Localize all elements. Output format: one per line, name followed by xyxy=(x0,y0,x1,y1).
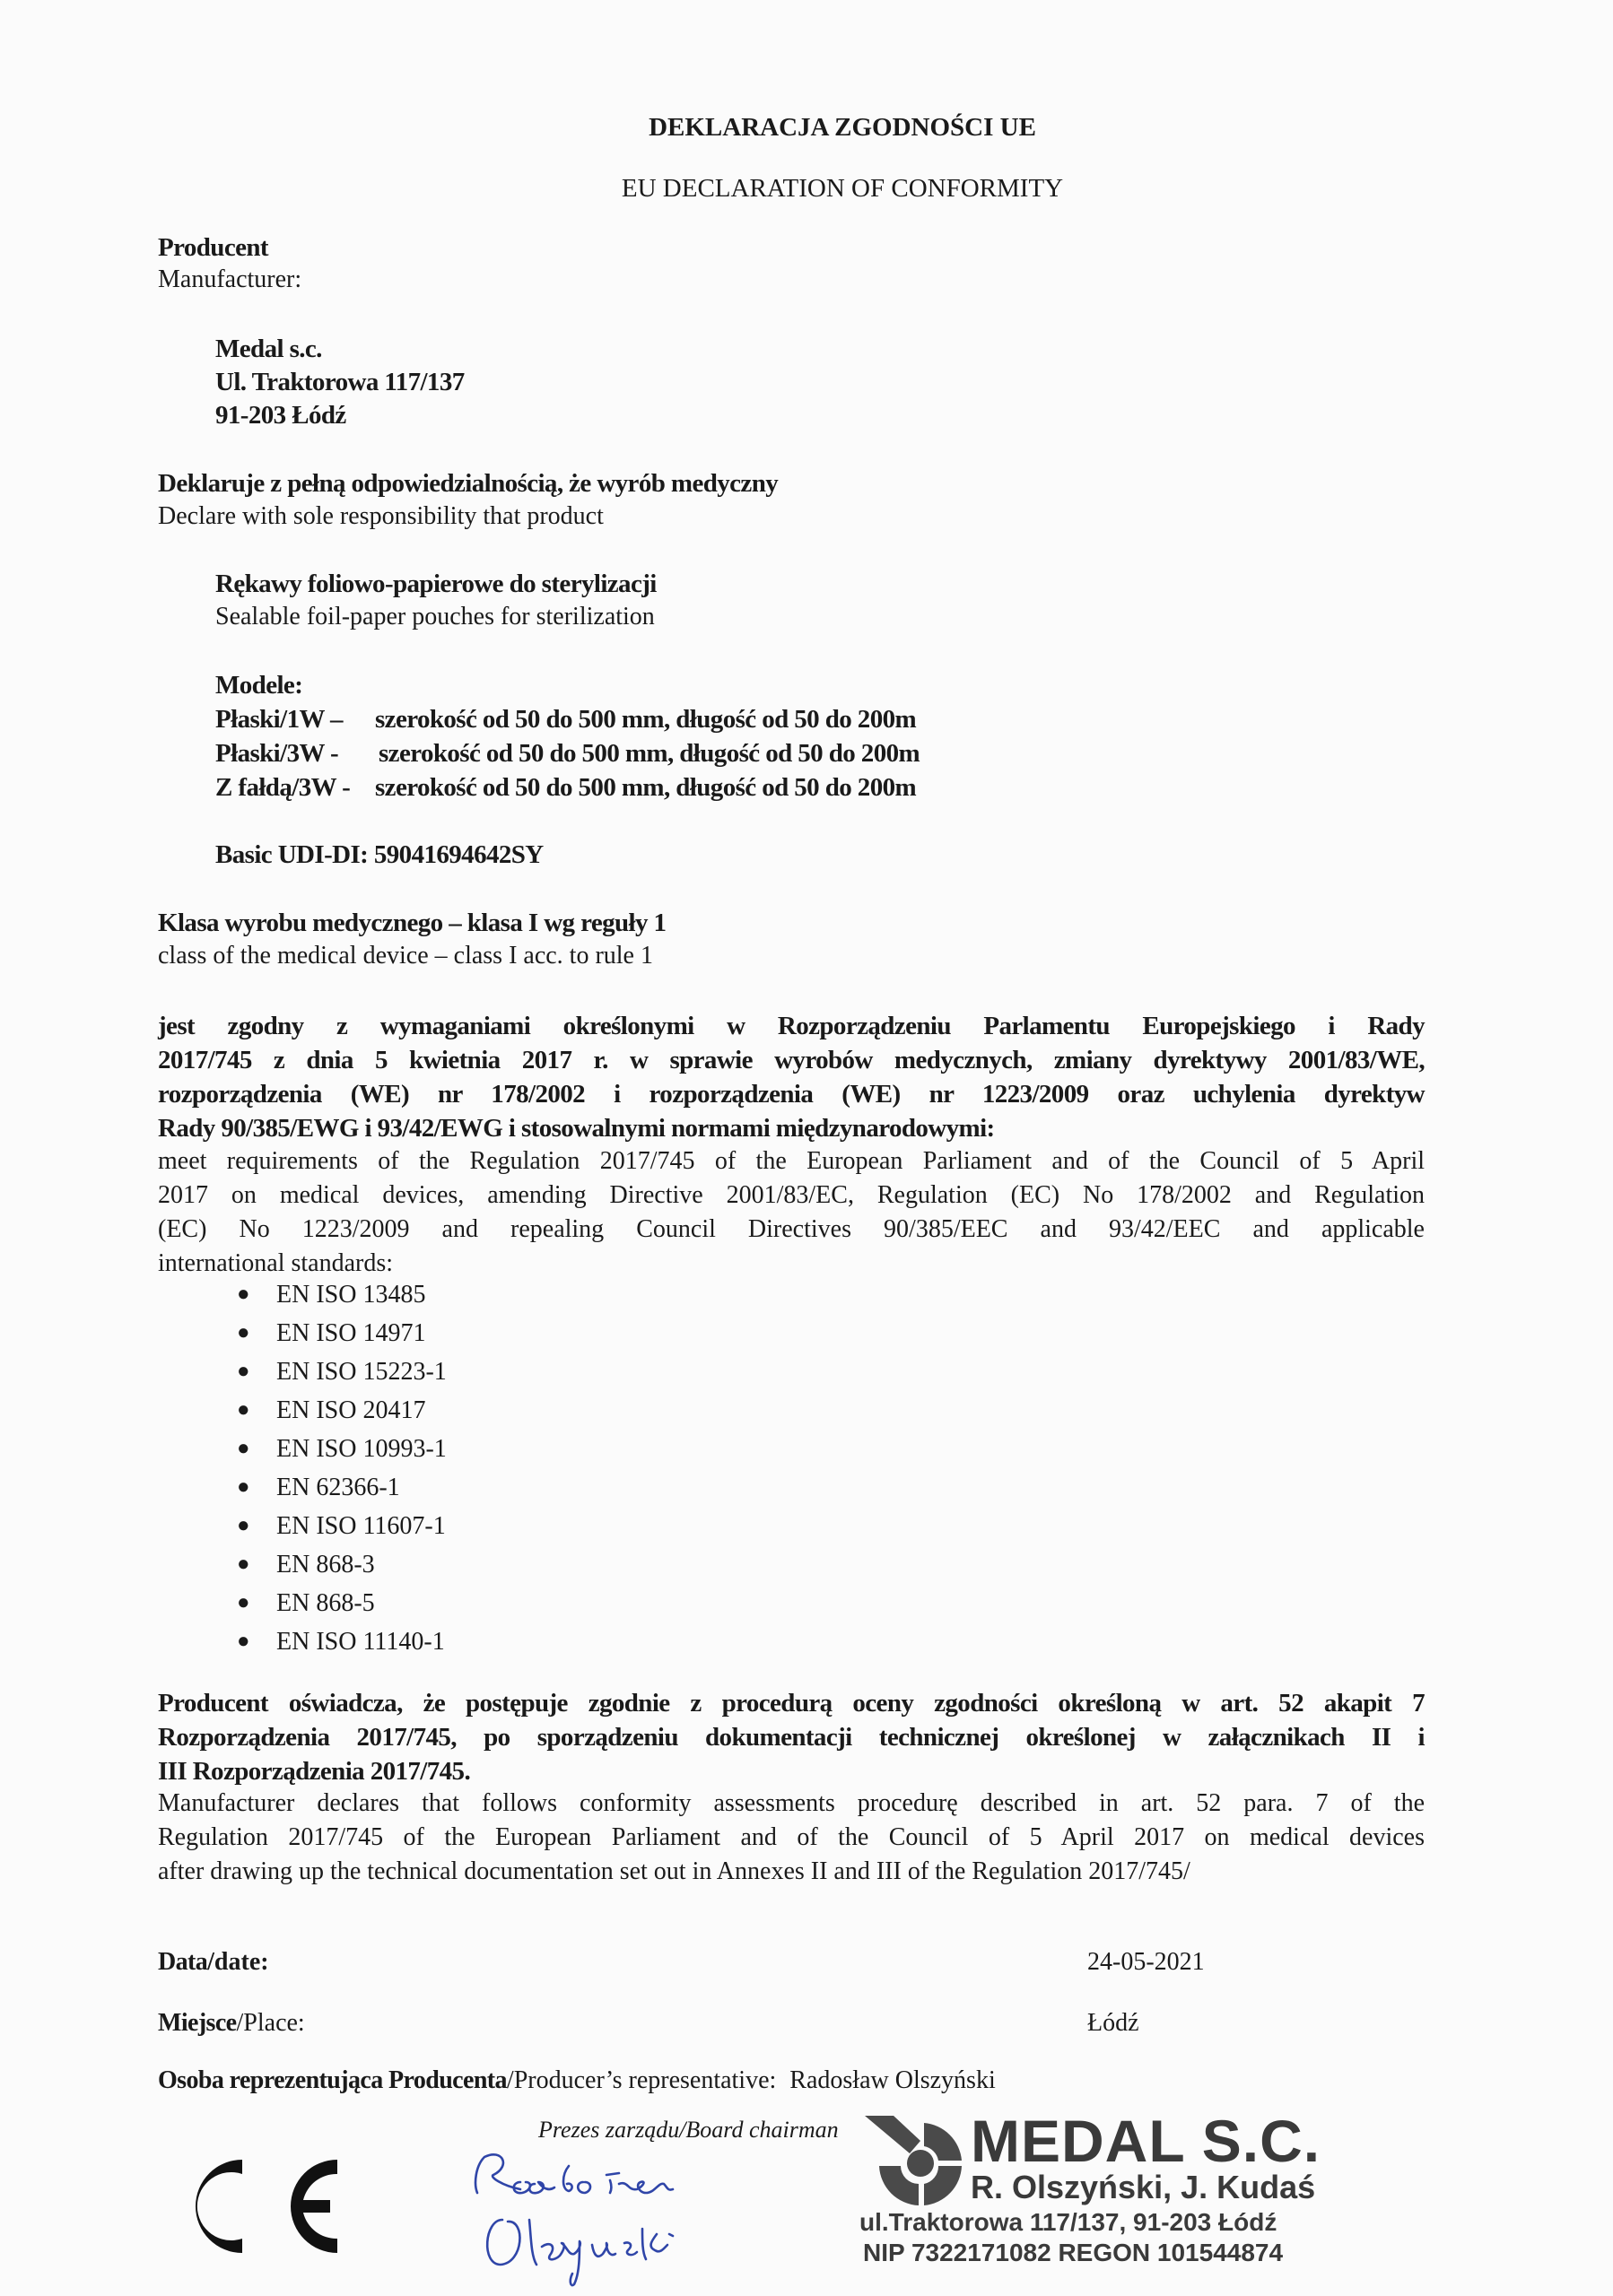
product-name-en: Sealable foil-paper pouches for sterilization xyxy=(215,603,655,631)
model-name: Z fałdą/3W - xyxy=(215,773,351,802)
bullet-icon: ● xyxy=(237,1360,250,1383)
model-row xyxy=(215,739,920,769)
procedure-line: Manufacturer declares that follows conformity assessments procedurę described in art. 52 para. 7 of the xyxy=(158,1789,1425,1817)
manufacturer-street: Ul. Traktorowa 117/137 xyxy=(215,368,465,396)
bullet-icon: ● xyxy=(237,1552,250,1576)
standard-item: ● EN ISO 10993-1 xyxy=(231,1430,447,1468)
bullet-icon: ● xyxy=(237,1591,250,1614)
standard-item: ● EN ISO 11607-1 xyxy=(231,1507,447,1545)
standard-item: ● EN 62366-1 xyxy=(231,1468,447,1507)
standard-item: ● EN ISO 14971 xyxy=(231,1314,447,1352)
document-title-en: EU DECLARATION OF CONFORMITY xyxy=(621,174,1064,203)
bullet-icon: ● xyxy=(237,1283,250,1306)
device-class-pl: Klasa wyrobu medycznego – klasa I wg reguły 1 xyxy=(158,909,667,937)
representative-label: Osoba reprezentująca Producenta/Producer’s representative: Radosław Olszyński xyxy=(158,2066,996,2094)
manufacturer-label-pl: Producent xyxy=(158,233,268,262)
product-name-pl: Rękawy foliowo-papierowe do sterylizacji xyxy=(215,570,657,598)
date-value: 24-05-2021 xyxy=(1087,1948,1205,1976)
place-label: Miejsce/Place: xyxy=(158,2009,305,2037)
model-name: Płaski/1W – xyxy=(215,705,343,734)
procedure-line: III Rozporządzenia 2017/745. xyxy=(158,1757,471,1786)
stamp-ids: NIP 7322171082 REGON 101544874 xyxy=(863,2239,1284,2266)
model-spec: szerokość od 50 do 500 mm, długość od 50 do 200m xyxy=(375,773,917,802)
bullet-icon: ● xyxy=(237,1398,250,1422)
model-name: Płaski/3W - xyxy=(215,739,339,768)
procedure-line: Producent oświadcza, że postępuje zgodnie z procedurą oceny zgodności określoną w art. 52 akapit 7 xyxy=(158,1689,1425,1718)
date-label: Data/date: xyxy=(158,1948,269,1976)
compliance-line: international standards: xyxy=(158,1249,394,1277)
compliance-text-en xyxy=(158,1144,1425,1281)
document-title-pl: DEKLARACJA ZGODNOŚCI UE xyxy=(649,113,1036,142)
standard-item: ● EN 868-5 xyxy=(231,1584,447,1622)
representative-name: Radosław Olszyński xyxy=(789,2066,996,2094)
procedure-text-en xyxy=(158,1787,1425,1889)
compliance-text-pl xyxy=(158,1009,1425,1145)
signature-caption: Prezes zarządu/Board chairman xyxy=(538,2117,839,2143)
compliance-line: meet requirements of the Regulation 2017/745 of the European Parliament and of the Council of 5 April xyxy=(158,1147,1425,1175)
manufacturer-city: 91-203 Łódź xyxy=(215,401,346,430)
device-class-en: class of the medical device – class I acc. to rule 1 xyxy=(158,942,653,970)
compliance-line: rozporządzenia (WE) nr 178/2002 i rozporządzenia (WE) nr 1223/2009 oraz uchylenia dyrektyw xyxy=(158,1080,1425,1109)
bullet-icon: ● xyxy=(237,1475,250,1499)
bullet-icon: ● xyxy=(237,1437,250,1460)
standards-list xyxy=(231,1275,447,1661)
standard-item: ● EN ISO 13485 xyxy=(231,1275,447,1314)
compliance-line: Rady 90/385/EWG i 93/42/EWG i stosowalnymi normami międzynarodowymi: xyxy=(158,1114,995,1143)
compliance-line: 2017/745 z dnia 5 kwietnia 2017 r. w sprawie wyrobów medycznych, zmiany dyrektywy 2001/83/WE, xyxy=(158,1046,1425,1074)
compliance-line: (EC) No 1223/2009 and repealing Council Directives 90/385/EEC and 93/42/EEC and applicable xyxy=(158,1215,1425,1243)
manufacturer-label-en: Manufacturer: xyxy=(158,265,302,293)
standard-item: ● EN 868-3 xyxy=(231,1545,447,1584)
compliance-line: jest zgodny z wymaganiami określonymi w Rozporządzeniu Parlamentu Europejskiego i Rady xyxy=(158,1012,1425,1040)
standard-item: ● EN ISO 20417 xyxy=(231,1391,447,1430)
bullet-icon: ● xyxy=(237,1321,250,1344)
stamp-address: ul.Traktorowa 117/137, 91-203 Łódź xyxy=(859,2208,1277,2236)
standard-item: ● EN ISO 15223-1 xyxy=(231,1352,447,1391)
procedure-line: after drawing up the technical documentation set out in Annexes II and III of the Regulation 2017/745/ xyxy=(158,1857,1190,1885)
model-spec: szerokość od 50 do 500 mm, długość od 50 do 200m xyxy=(375,705,917,734)
stamp-company-name: MEDAL S.C. xyxy=(971,2108,1321,2174)
compliance-line: 2017 on medical devices, amending Directive 2001/83/EC, Regulation (EC) No 178/2002 and Regulation xyxy=(158,1181,1425,1209)
manufacturer-name: Medal s.c. xyxy=(215,335,322,363)
handwritten-signature xyxy=(449,2130,861,2292)
basic-udi-di: Basic UDI-DI: 59041694642SY xyxy=(215,840,544,869)
models-label: Modele: xyxy=(215,671,303,700)
declaration-text-en: Declare with sole responsibility that product xyxy=(158,502,604,530)
medal-logo-icon xyxy=(863,2112,971,2211)
procedure-line: Rozporządzenia 2017/745, po sporządzeniu dokumentacji technicznej określonej w załącznikach II i xyxy=(158,1723,1425,1752)
bullet-icon: ● xyxy=(237,1630,250,1653)
declaration-text-pl: Deklaruje z pełną odpowiedzialnością, że wyrób medyczny xyxy=(158,469,779,498)
model-spec: szerokość od 50 do 500 mm, długość od 50 do 200m xyxy=(379,739,920,768)
procedure-text-pl xyxy=(158,1686,1425,1788)
procedure-line: Regulation 2017/745 of the European Parliament and of the Council of 5 April 2017 on medical devices xyxy=(158,1823,1425,1851)
model-row xyxy=(215,705,916,735)
standard-item: ● EN ISO 11140-1 xyxy=(231,1622,447,1661)
ce-mark-icon xyxy=(169,2152,348,2260)
place-value: Łódź xyxy=(1087,2009,1139,2037)
stamp-owners: R. Olszyński, J. Kudaś xyxy=(971,2169,1316,2205)
model-row xyxy=(215,773,916,803)
bullet-icon: ● xyxy=(237,1514,250,1537)
